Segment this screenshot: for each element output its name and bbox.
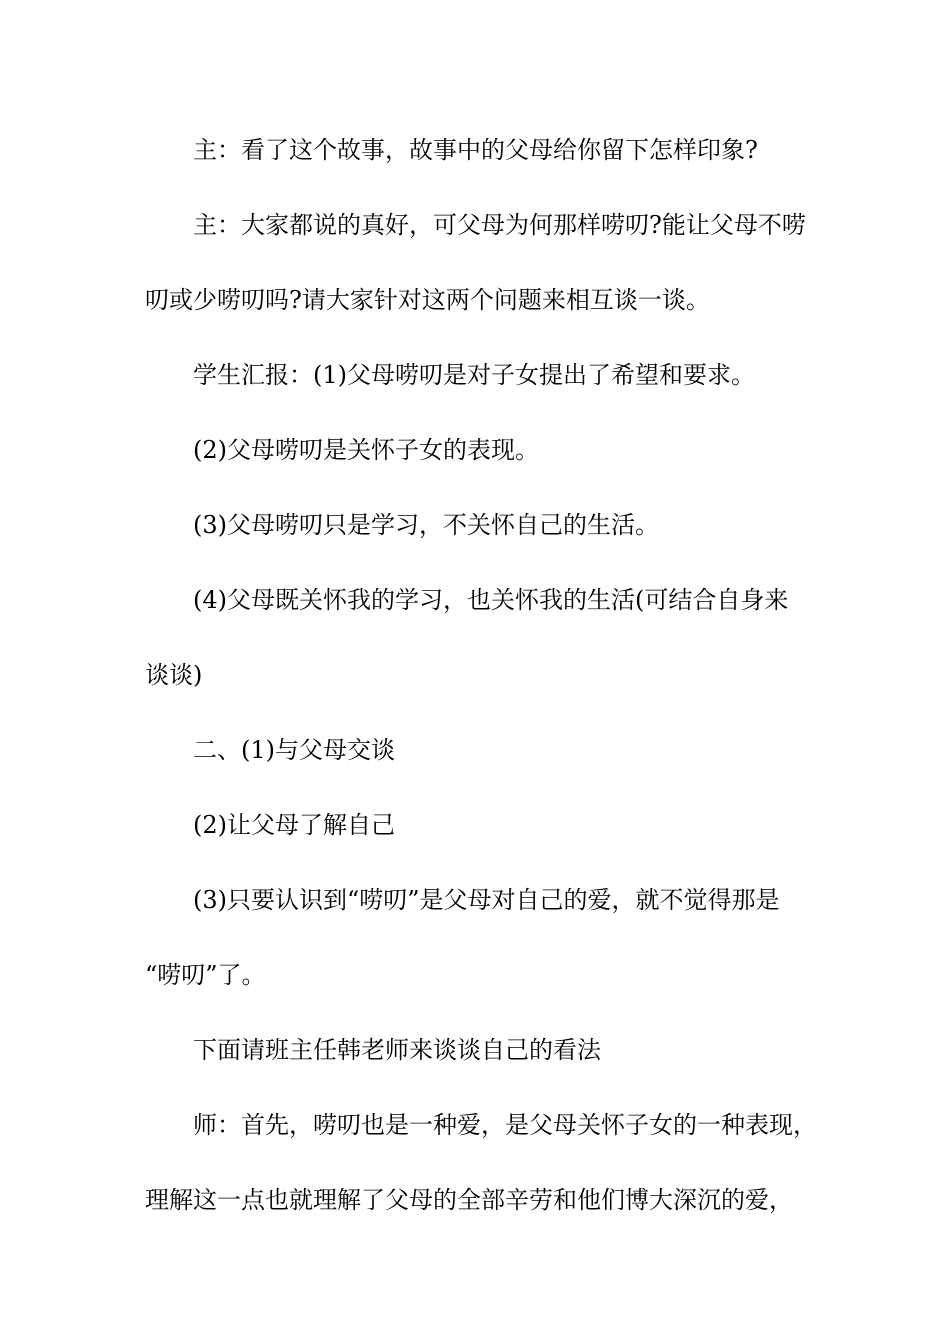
paragraph-line-14: 师：首先，唠叨也是一种爱，是父母关怀子女的一种表现，	[193, 1111, 817, 1139]
paragraph-line-9: 二、(1)与父母交谈	[193, 736, 395, 764]
paragraph-line-6: (3)父母唠叨只是学习，不关怀自己的生活。	[193, 511, 659, 539]
paragraph-line-4: 学生汇报：(1)父母唠叨是对子女提出了希望和要求。	[193, 361, 755, 389]
paragraph-line-7: (4)父母既关怀我的学习，也关怀我的生活(可结合自身来	[193, 586, 789, 614]
paragraph-line-11: (3)只要认识到“唠叨”是父母对自己的爱，就不觉得那是	[193, 886, 780, 914]
paragraph-line-1: 主：看了这个故事，故事中的父母给你留下怎样印象?	[193, 136, 758, 164]
paragraph-line-13: 下面请班主任韩老师来谈谈自己的看法	[193, 1036, 601, 1064]
paragraph-line-10: (2)让父母了解自己	[193, 811, 395, 839]
paragraph-line-8: 谈谈)	[145, 661, 203, 689]
paragraph-line-2: 主：大家都说的真好，可父母为何那样唠叨?能让父母不唠	[193, 211, 806, 239]
paragraph-line-15: 理解这一点也就理解了父母的全部辛劳和他们博大深沉的爱，	[145, 1186, 793, 1214]
paragraph-line-12: “唠叨”了。	[145, 961, 266, 989]
paragraph-line-3: 叨或少唠叨吗?请大家针对这两个问题来相互谈一谈。	[145, 286, 710, 314]
paragraph-line-5: (2)父母唠叨是关怀子女的表现。	[193, 436, 539, 464]
